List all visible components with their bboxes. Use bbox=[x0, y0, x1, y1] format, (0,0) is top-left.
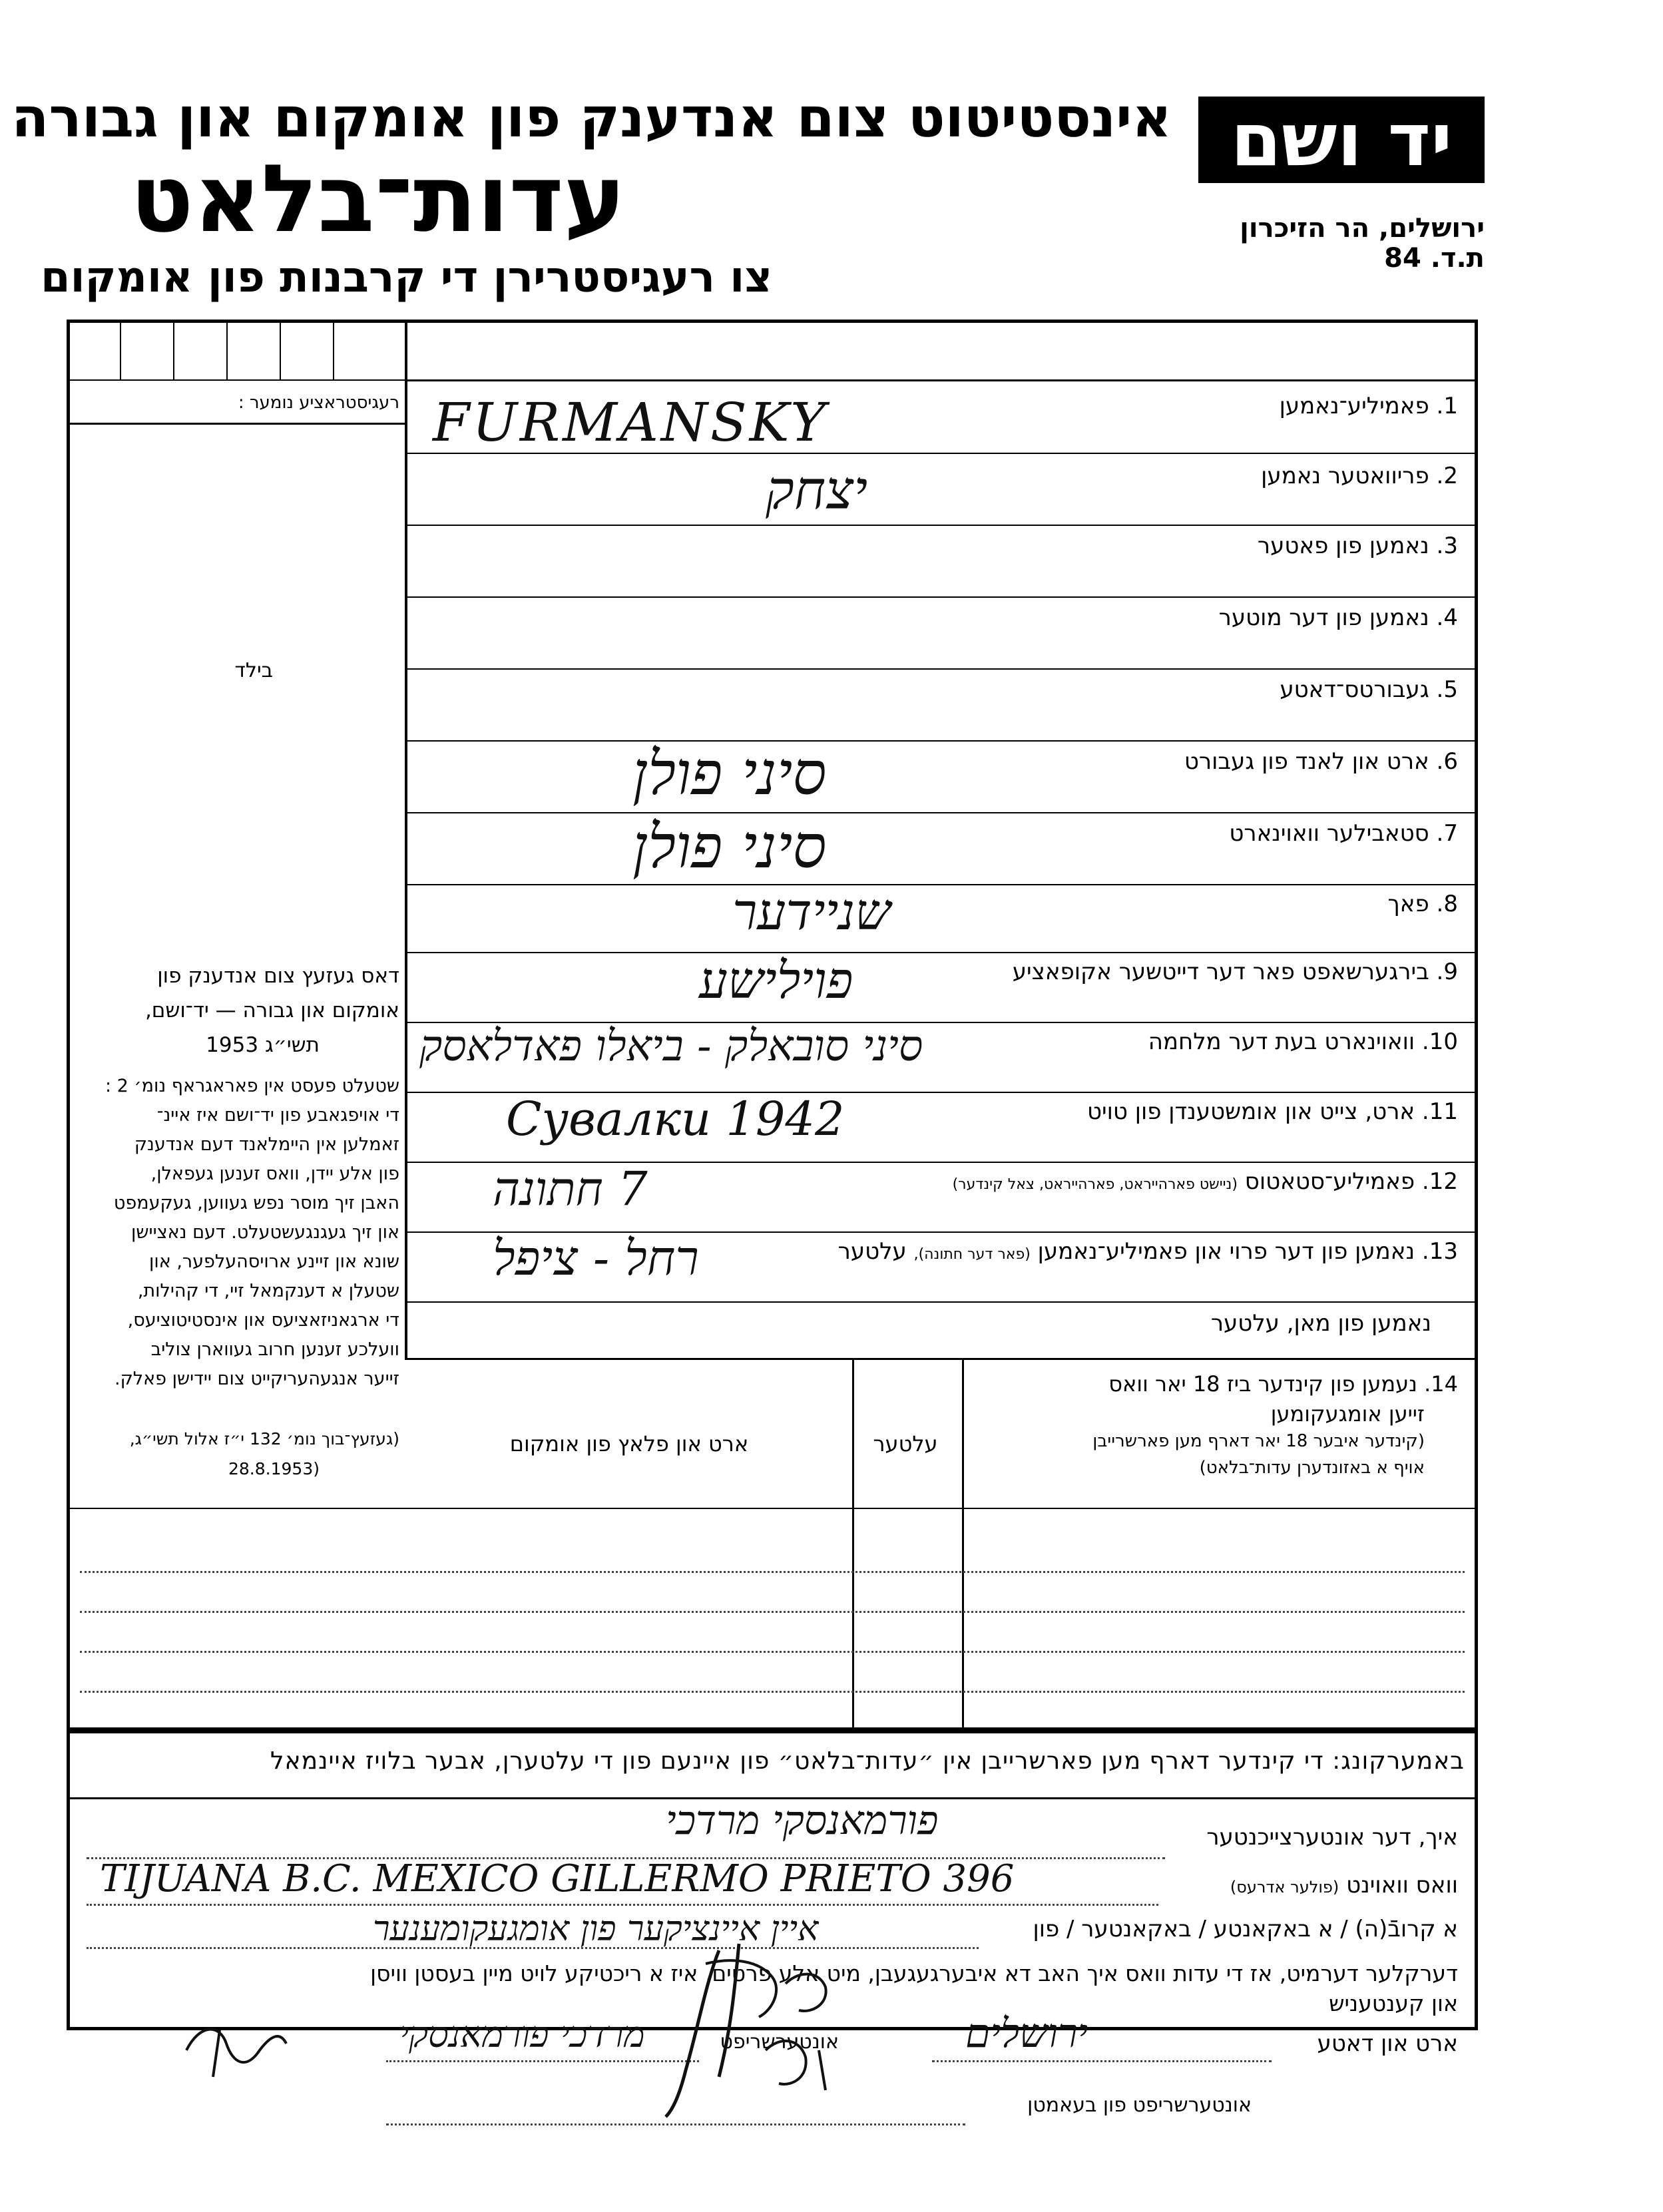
location: ירושלים, הר הזיכרון bbox=[1240, 213, 1485, 244]
row-line bbox=[405, 740, 1478, 742]
yad-vashem-logo: יד ושם bbox=[1198, 97, 1485, 183]
side-reg-line bbox=[67, 423, 405, 425]
row-line bbox=[405, 952, 1478, 953]
declarant-label: איך, דער אונטערצייכנטער bbox=[1206, 1824, 1458, 1851]
address-line bbox=[87, 1904, 1158, 1906]
place-date-label: ארט און דאטע bbox=[1317, 2030, 1458, 2057]
law-line: זייער אנגעהעריקייט צום יידישן פאלק. bbox=[115, 1369, 399, 1389]
wife-name-value: רחל - ציפל bbox=[493, 1230, 699, 1286]
field-13-label: 13. נאמען פון דער פרוי און פאמיליע־נאמען (פאר דער חתונה), עלטער bbox=[837, 1238, 1458, 1265]
children-row-line bbox=[80, 1651, 1465, 1653]
notice-top-line bbox=[67, 1731, 1478, 1733]
field-9-label: 9. בירגערשאפט פאר דער דייטשער אקופאציע bbox=[1012, 959, 1458, 985]
declaration-text: דערקלער דערמיט, אז די עדות וואס איך האב דא איבערגעגעבן, מיט אלע פרטים, איז א ריכטיקע לויט מיין בעסטן וויסן bbox=[370, 1960, 1458, 1986]
field-11-label: 11. ארט, צייט און אומשטענדן פון טויט bbox=[1086, 1098, 1458, 1125]
law-line: זאמלען אין היימלאנד דעם אנדענק bbox=[134, 1134, 399, 1155]
field-2-label: 2. פריוואטער נאמען bbox=[1261, 463, 1458, 489]
field-12-label: 12. פאמיליע־סטאטוס (ניישט פארהייראט, פארהייראט, צאל קינדער) bbox=[952, 1168, 1458, 1195]
birthplace-value: סיני פולן bbox=[632, 739, 827, 809]
law-line: שונא און זיינע ארויסהעלפער, און bbox=[148, 1251, 399, 1272]
side-column-divider bbox=[405, 320, 407, 1358]
children-row-line bbox=[80, 1571, 1465, 1573]
official-signature-label: אונטערשריפט פון בעאמטן bbox=[1027, 2094, 1252, 2117]
citizenship-value: פוילישע bbox=[699, 951, 853, 1010]
law-line: וועלכע זענען חרוב געווארן צוליב bbox=[150, 1339, 399, 1360]
children-col-divider bbox=[852, 1358, 854, 1731]
field-5-label: 5. געבורטס־דאטע bbox=[1280, 676, 1458, 703]
signature-value: מרדכי פורמאנסקי bbox=[399, 2014, 645, 2056]
place-date-value: ירושלים bbox=[965, 2010, 1088, 2057]
field-8-label: 8. פאך bbox=[1387, 891, 1458, 917]
residence-value: סיני פולן bbox=[632, 812, 827, 882]
family-name-value: FURMANSKY bbox=[433, 391, 829, 453]
row-line bbox=[405, 884, 1478, 885]
field-1-label: 1. פאמיליע־נאמען bbox=[1279, 393, 1458, 419]
form-title: עדות־בלאט bbox=[130, 145, 626, 254]
relation-label: א קרובֿ(ה) / א באקאנטע / באקאנטער / פון bbox=[1033, 1916, 1458, 1942]
row-line bbox=[405, 668, 1478, 670]
place-date-line bbox=[932, 2060, 1272, 2062]
address-value: TIJUANA B.C. MEXICO GILLERMO PRIETO 396 bbox=[100, 1857, 1015, 1900]
side-cell-divider bbox=[173, 320, 174, 379]
side-cell-divider bbox=[120, 320, 121, 379]
law-line: די ארגאניזאציעס און אינסטיטוציעס, bbox=[127, 1310, 399, 1331]
children-col-divider bbox=[962, 1358, 964, 1731]
field-7-label: 7. סטאבילער וואוינארט bbox=[1229, 820, 1458, 847]
official-signature-scribble bbox=[599, 1924, 932, 2123]
children-row-line bbox=[80, 1611, 1465, 1613]
children-note-2: אויף א באזונדערן עדות־בלאט) bbox=[1199, 1458, 1425, 1478]
declaration-text-2: און קענטעניש bbox=[1329, 1990, 1458, 2016]
law-line: אומקום און גבורה — יד־ושם, bbox=[144, 998, 399, 1022]
law-text-intro bbox=[73, 959, 399, 1062]
field-4-label: 4. נאמען פון דער מוטער bbox=[1218, 604, 1458, 631]
reg-number-label: רעגיסטראציע נומער : bbox=[238, 393, 399, 413]
notice-text: באמערקונג: די קינדער דארף מען פארשרייבן אין ״עדות־בלאט״ פון איינעם פון די עלטערן, אבער בלויז איינמאל bbox=[270, 1747, 1465, 1775]
row-line bbox=[405, 812, 1478, 813]
children-age-header: עלטער bbox=[873, 1431, 938, 1456]
form-subtitle: צו רעגיסטרירן די קרבנות פון אומקום bbox=[41, 253, 772, 302]
law-line: האבן זיך מוסר נפש געווען, געקעמפט bbox=[113, 1193, 399, 1214]
photo-label: בילד bbox=[234, 659, 273, 682]
top-row-line bbox=[405, 379, 1478, 381]
institute-name: אינסטיטוט צום אנדענק פון אומקום און גבורה bbox=[11, 87, 1172, 150]
death-value: Сувалки 1942 bbox=[506, 1092, 845, 1146]
children-place-header: ארט און פלאץ פון אומקום bbox=[509, 1431, 749, 1456]
row-line bbox=[405, 1301, 1478, 1303]
children-row-line bbox=[80, 1691, 1465, 1693]
law-line: תשי״ג 1953 bbox=[206, 1033, 320, 1057]
field-10-label: 10. וואוינארט בעת דער מלחמה bbox=[1148, 1028, 1458, 1055]
row-line bbox=[405, 525, 1478, 526]
profession-value: שניידער bbox=[732, 882, 891, 941]
children-note-1: (קינדער איבער 18 יאר דארף מען פארשרייבן bbox=[1092, 1431, 1425, 1451]
first-name-value: יצחק bbox=[766, 459, 868, 521]
field-3-label: 3. נאמען פון פאטער bbox=[1257, 533, 1458, 559]
declarant-name-value: פורמאנסקי מרדכי bbox=[666, 1797, 939, 1844]
law-line: שטעלן א דענקמאל זיי, די קהילות, bbox=[137, 1281, 399, 1301]
children-header-line bbox=[67, 1508, 1478, 1509]
side-cell-divider bbox=[226, 320, 228, 379]
wartime-residence-value: סיני סובאלק - ביאלו פאדלאסק bbox=[419, 1022, 923, 1071]
relation-value: איין איינציקער פון אומגעקומענער bbox=[373, 1909, 819, 1949]
declarant-signature-scribble bbox=[180, 2010, 293, 2084]
law-line: דאס געזעץ צום אנדענק פון bbox=[157, 964, 399, 988]
row-line bbox=[405, 1358, 1478, 1360]
law-line: שטעלט פעסט אין פאראגראף נומ׳ 2 : bbox=[105, 1076, 399, 1096]
children-label: 14. נעמען פון קינדער ביז 18 יאר וואס bbox=[1108, 1371, 1458, 1397]
side-cell-divider bbox=[333, 320, 334, 379]
law-line: די אויפגאבע פון יד־ושם איז איינ־ bbox=[156, 1105, 399, 1126]
address-label: וואס וואוינט (פולער אדרעס) bbox=[1230, 1872, 1458, 1898]
law-line: און זיך געגנגעשטעלט. דעם נאציישן bbox=[131, 1222, 399, 1243]
children-label-2: זייען אומגעקומען bbox=[1270, 1401, 1425, 1427]
family-status-value: 7 חתונה bbox=[493, 1162, 648, 1216]
law-text-body bbox=[73, 1072, 399, 1394]
official-signature-line bbox=[386, 2123, 965, 2125]
po-box: ת.ד. 84 bbox=[1384, 243, 1485, 274]
law-line: פון אלע יידן, וואס זענען געפאלן, bbox=[150, 1164, 399, 1184]
field-6-label: 6. ארט און לאנד פון געבורט bbox=[1184, 748, 1458, 775]
side-cell-divider bbox=[280, 320, 281, 379]
law-reference: (געזעץ־בוך נומ׳ 132 י״ז אלול תשי״ג, bbox=[129, 1429, 399, 1448]
side-cell-line bbox=[67, 379, 405, 381]
field-13b-label: נאמען פון מאן, עלטער bbox=[1210, 1310, 1431, 1337]
row-line bbox=[405, 596, 1478, 598]
law-date: (28.8.1953 bbox=[228, 1459, 320, 1478]
signature-label: אונטערשריפט bbox=[720, 2030, 839, 2054]
